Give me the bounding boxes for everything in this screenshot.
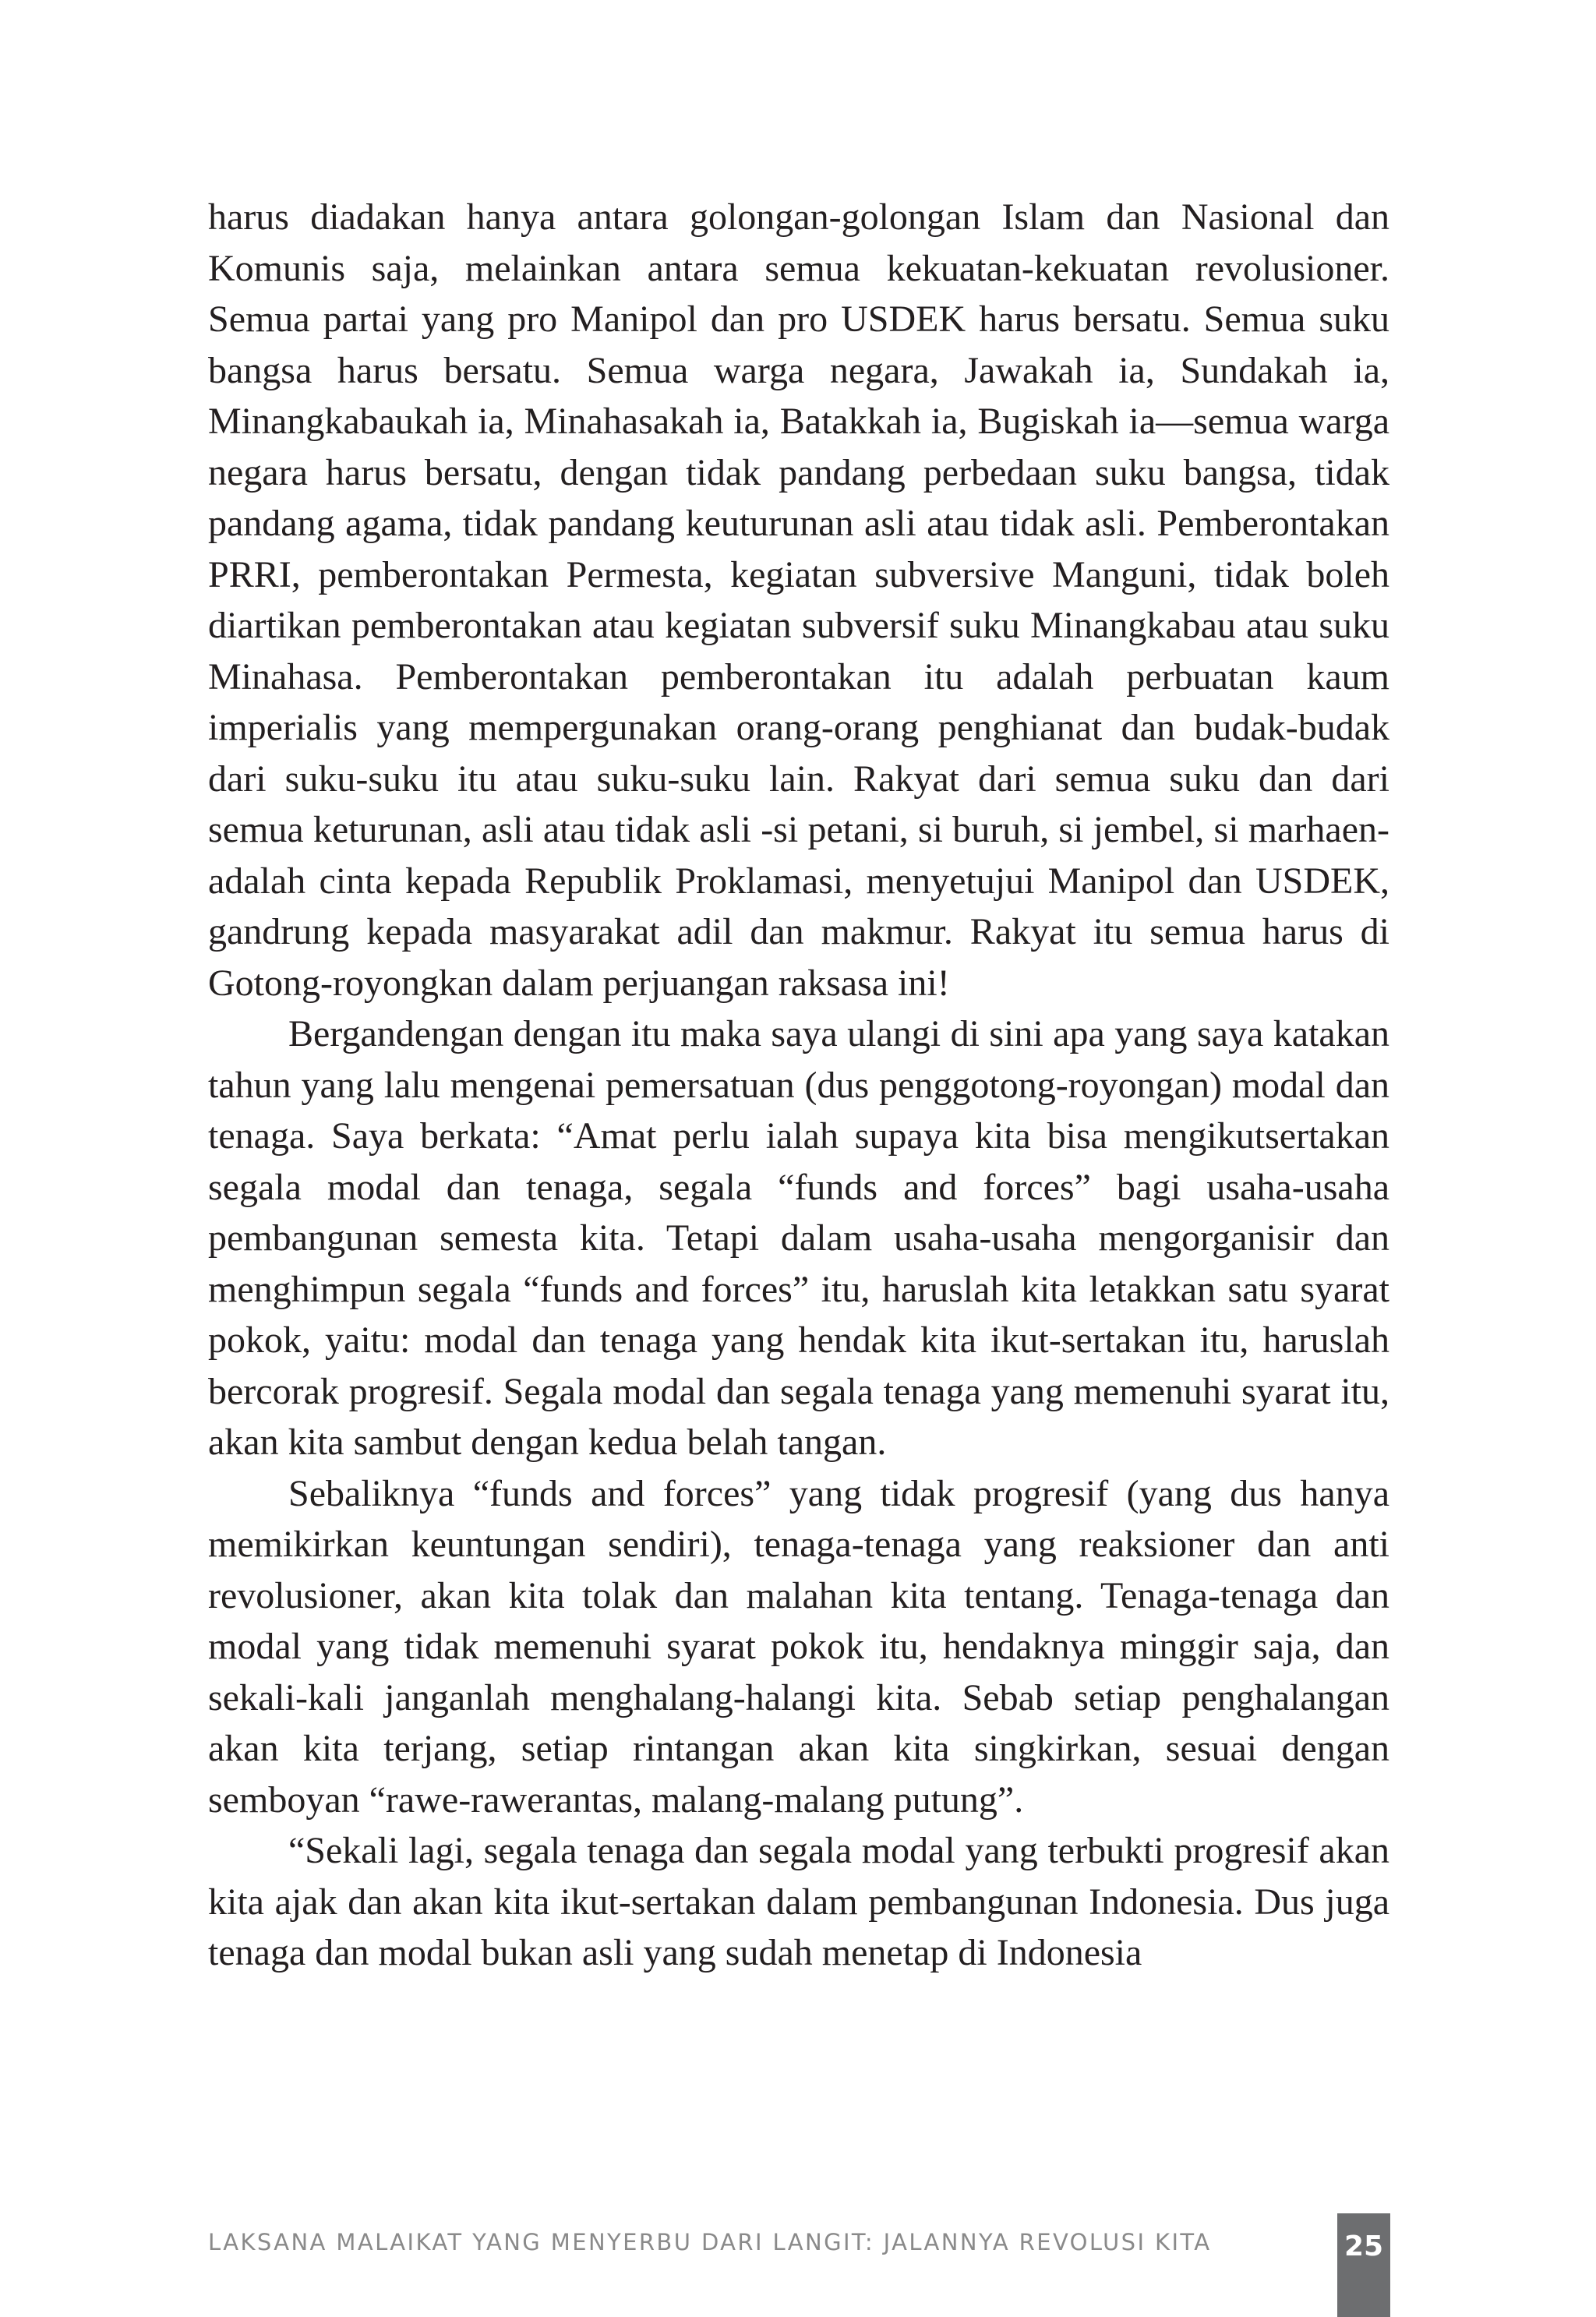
page-number: 25 [1344, 2230, 1384, 2262]
body-text [208, 192, 1389, 1979]
paragraph: Bergandengan dengan itu maka saya ulangi di sini apa yang saya katakan tahun yang lalu mengenai pemersatuan (dus penggotong-royongan) modal dan tenaga. Saya berkata: “Amat perlu ialah supaya kita bisa mengikutsertakan segala modal dan tenaga, segala “funds and forces” bagi usaha-usaha pembangunan semesta kita. Tetapi dalam usaha-usaha mengorganisir dan menghimpun segala “funds and forces” itu, haruslah kita letakkan satu syarat pokok, yaitu: modal dan tenaga yang hendak kita ikut-sertakan itu, haruslah bercorak progresif. Segala modal dan segala tenaga yang memenuhi syarat itu, akan kita sambut dengan kedua belah tangan. [208, 1013, 1389, 1463]
paragraph: Sebaliknya “funds and forces” yang tidak progresif (yang dus hanya memikirkan keuntungan sendiri), tenaga-tenaga yang reaksioner dan anti revolusioner, akan kita tolak dan malahan kita tentang. Tenaga-tenaga dan modal yang tidak memenuhi syarat pokok itu, hendaknya minggir saja, dan sekali-kali janganlah menghalang-halangi kita. Sebab setiap penghalangan akan kita terjang, setiap rintangan akan kita singkirkan, sesuai dengan semboyan “rawe-rawerantas, malang-malang putung”. [208, 1472, 1389, 1821]
paragraph-continued: harus diadakan hanya antara golongan-golongan Islam dan Nasional dan Komunis saja, melainkan antara semua kekuatan-kekuatan revolusioner. Semua partai yang pro Manipol dan pro USDEK harus bersatu. Semua suku bangsa harus bersatu. Semua warga negara, Jawakah ia, Sundakah ia, Minangkabaukah ia, Minahasakah ia, Batakkah ia, Bugiskah ia—semua warga negara harus bersatu, dengan tidak pandang perbedaan suku bangsa, tidak pandang agama, tidak pandang keuturunan asli atau tidak asli. Pemberontakan PRRI, pemberontakan Permesta, kegiatan subversive Manguni, tidak boleh diartikan pemberontakan atau kegiatan subversif suku Minangkabau atau suku Minahasa. Pemberontakan pemberontakan itu adalah perbuatan kaum imperialis yang mempergunakan orang-orang penghianat dan budak-budak dari suku-suku itu atau suku-suku lain. Rakyat dari semua suku dan dari semua keturunan, asli atau tidak asli -si petani, si buruh, si jembel, si marhaen- adalah cinta kepada Republik Proklamasi, menyetujui Manipol dan USDEK, gandrung kepada masyarakat adil dan makmur. Rakyat itu semua harus di Gotong-royongkan dalam perjuangan raksasa ini! [208, 196, 1389, 1004]
running-footer-title: LAKSANA MALAIKAT YANG MENYERBU DARI LANGIT: JALANNYA REVOLUSI KITA [208, 2229, 1212, 2255]
page-number-tab [1337, 2213, 1390, 2317]
paragraph: “Sekali lagi, segala tenaga dan segala modal yang terbukti progresif akan kita ajak dan akan kita ikut-sertakan dalam pembangunan Indonesia. Dus juga tenaga dan modal bukan asli yang sudah menetap di Indonesia [208, 1830, 1389, 1973]
